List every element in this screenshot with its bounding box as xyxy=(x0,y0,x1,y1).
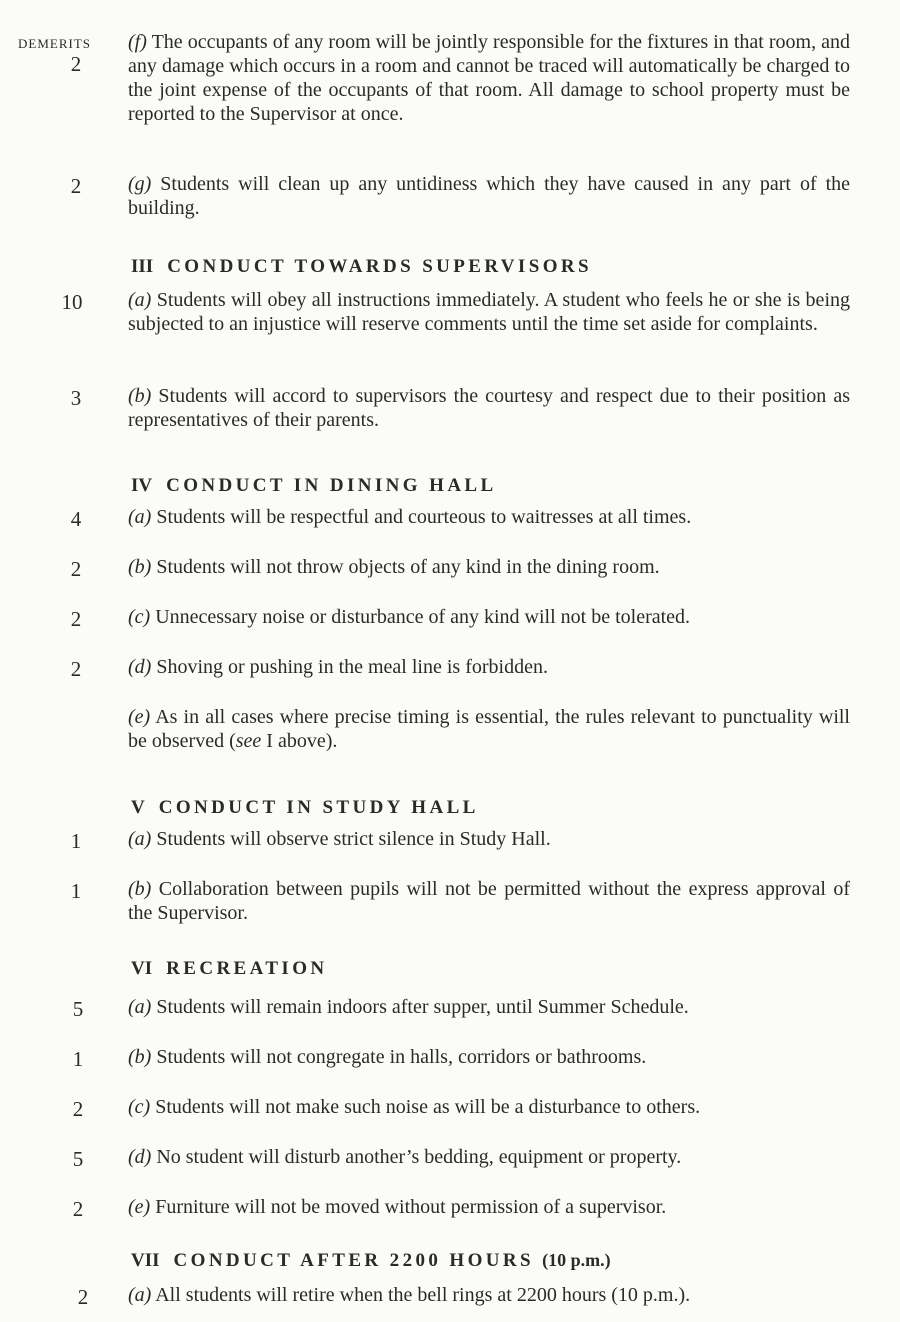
rule-body: Shoving or pushing in the meal line is forbidden. xyxy=(156,656,548,678)
demerit-value: 5 xyxy=(72,997,84,1021)
rule-text xyxy=(128,555,850,579)
rule-body: As in all cases where precise timing is essential, the rules relevant to punctuality will be observed ( xyxy=(128,706,850,752)
section-heading xyxy=(131,256,592,278)
rule-body: Collaboration between pupils will not be permitted without the express approval of the Supervisor. xyxy=(128,878,850,924)
rule-letter: (a) xyxy=(128,1284,152,1306)
section-title: RECREATION xyxy=(166,958,328,979)
rule-letter: (d) xyxy=(128,1146,152,1168)
section-numeral: VII xyxy=(131,1250,160,1271)
demerit-value: 2 xyxy=(70,174,82,198)
rule-body: Students will observe strict silence in Study Hall. xyxy=(156,828,551,850)
rule-letter: (a) xyxy=(128,996,152,1018)
section-title: CONDUCT IN DINING HALL xyxy=(166,475,497,496)
rule-letter: (a) xyxy=(128,289,152,311)
demerit-value: 3 xyxy=(70,386,82,410)
rule-body: No student will disturb another’s bedding, equipment or property. xyxy=(156,1146,682,1168)
demerit-value: 2 xyxy=(70,607,82,631)
rule-letter: (f) xyxy=(128,31,147,53)
rule-body-emphasis: see xyxy=(235,730,262,752)
rule-text xyxy=(128,827,850,851)
rule-text xyxy=(128,1045,850,1069)
rule-body: Students will obey all instructions immediately. A student who feels he or she is being subjected to an injustice will reserve comments until the time set aside for complaints. xyxy=(128,289,850,335)
demerit-value: 1 xyxy=(70,879,82,903)
rule-text xyxy=(128,705,850,753)
demerit-value: 2 xyxy=(70,52,82,76)
demerit-value: 2 xyxy=(72,1097,84,1121)
rule-letter: (b) xyxy=(128,1046,152,1068)
demerit-value: 2 xyxy=(72,1197,84,1221)
rule-letter: (e) xyxy=(128,706,151,728)
demerit-value: 1 xyxy=(70,829,82,853)
rule-letter: (e) xyxy=(128,1196,151,1218)
rule-text xyxy=(128,605,850,629)
demerit-value: 1 xyxy=(72,1047,84,1071)
demerit-value: 5 xyxy=(72,1147,84,1171)
rule-body: Students will remain indoors after supper, until Summer Schedule. xyxy=(156,996,689,1018)
rule-text xyxy=(128,1195,850,1219)
rule-text xyxy=(128,1095,850,1119)
section-numeral: III xyxy=(131,256,154,277)
section-title: CONDUCT TOWARDS SUPERVISORS xyxy=(167,256,592,277)
section-numeral: V xyxy=(131,797,145,818)
rule-letter: (c) xyxy=(128,606,151,628)
rule-text xyxy=(128,877,850,925)
rule-body: Students will not throw objects of any kind in the dining room. xyxy=(156,556,660,578)
rule-text xyxy=(128,30,850,126)
rule-letter: (b) xyxy=(128,878,152,900)
rule-body: Students will accord to supervisors the courtesy and respect due to their position as representatives of their parents. xyxy=(128,385,850,431)
demerit-value: 4 xyxy=(70,507,82,531)
rule-letter: (a) xyxy=(128,828,152,850)
rule-text xyxy=(128,172,850,220)
section-title-suffix: (10 p.m.) xyxy=(542,1250,611,1270)
rule-body: Students will clean up any untidiness which they have caused in any part of the building. xyxy=(128,173,851,219)
rule-text xyxy=(128,1145,850,1169)
section-title: CONDUCT AFTER 2200 HOURS xyxy=(173,1250,534,1271)
section-heading xyxy=(131,475,497,497)
rule-body: The occupants of any room will be jointly responsible for the fixtures in that room, and any damage which occurs in a room and cannot be traced will automatically be charged to the joint expense of the occupants of that room. All damage to school property must be reported to the Supervisor at once. xyxy=(128,31,851,125)
rule-letter: (c) xyxy=(128,1096,151,1118)
section-heading xyxy=(131,958,328,980)
demerits-column-header: DEMERITS xyxy=(18,36,91,51)
rule-letter: (a) xyxy=(128,506,152,528)
rule-text xyxy=(128,995,850,1019)
section-heading xyxy=(131,1250,611,1272)
rule-body: Furniture will not be moved without permission of a supervisor. xyxy=(155,1196,667,1218)
demerit-value: 2 xyxy=(70,657,82,681)
rule-letter: (b) xyxy=(128,556,152,578)
rule-letter: (b) xyxy=(128,385,152,407)
rule-letter: (g) xyxy=(128,173,152,195)
section-numeral: VI xyxy=(131,958,153,979)
rule-body: Students will not congregate in halls, corridors or bathrooms. xyxy=(156,1046,647,1068)
rule-body: Students will be respectful and courteous to waitresses at all times. xyxy=(156,506,692,528)
rule-body: All students will retire when the bell rings at 2200 hours (10 p.m.). xyxy=(155,1284,691,1306)
section-title: CONDUCT IN STUDY HALL xyxy=(158,797,479,818)
section-heading xyxy=(131,797,479,819)
rule-letter: (d) xyxy=(128,656,152,678)
rule-body-end: I above). xyxy=(261,730,338,752)
rule-text xyxy=(128,655,850,679)
rule-text xyxy=(128,288,850,336)
rule-text xyxy=(128,505,850,529)
section-numeral: IV xyxy=(131,475,153,496)
rule-text xyxy=(128,1283,850,1307)
demerit-value: 2 xyxy=(70,557,82,581)
rule-body: Students will not make such noise as will be a disturbance to others. xyxy=(155,1096,701,1118)
demerit-value: 2 xyxy=(77,1285,89,1309)
demerit-value: 10 xyxy=(61,290,83,314)
rule-text xyxy=(128,384,850,432)
rule-body: Unnecessary noise or disturbance of any kind will not be tolerated. xyxy=(155,606,691,628)
